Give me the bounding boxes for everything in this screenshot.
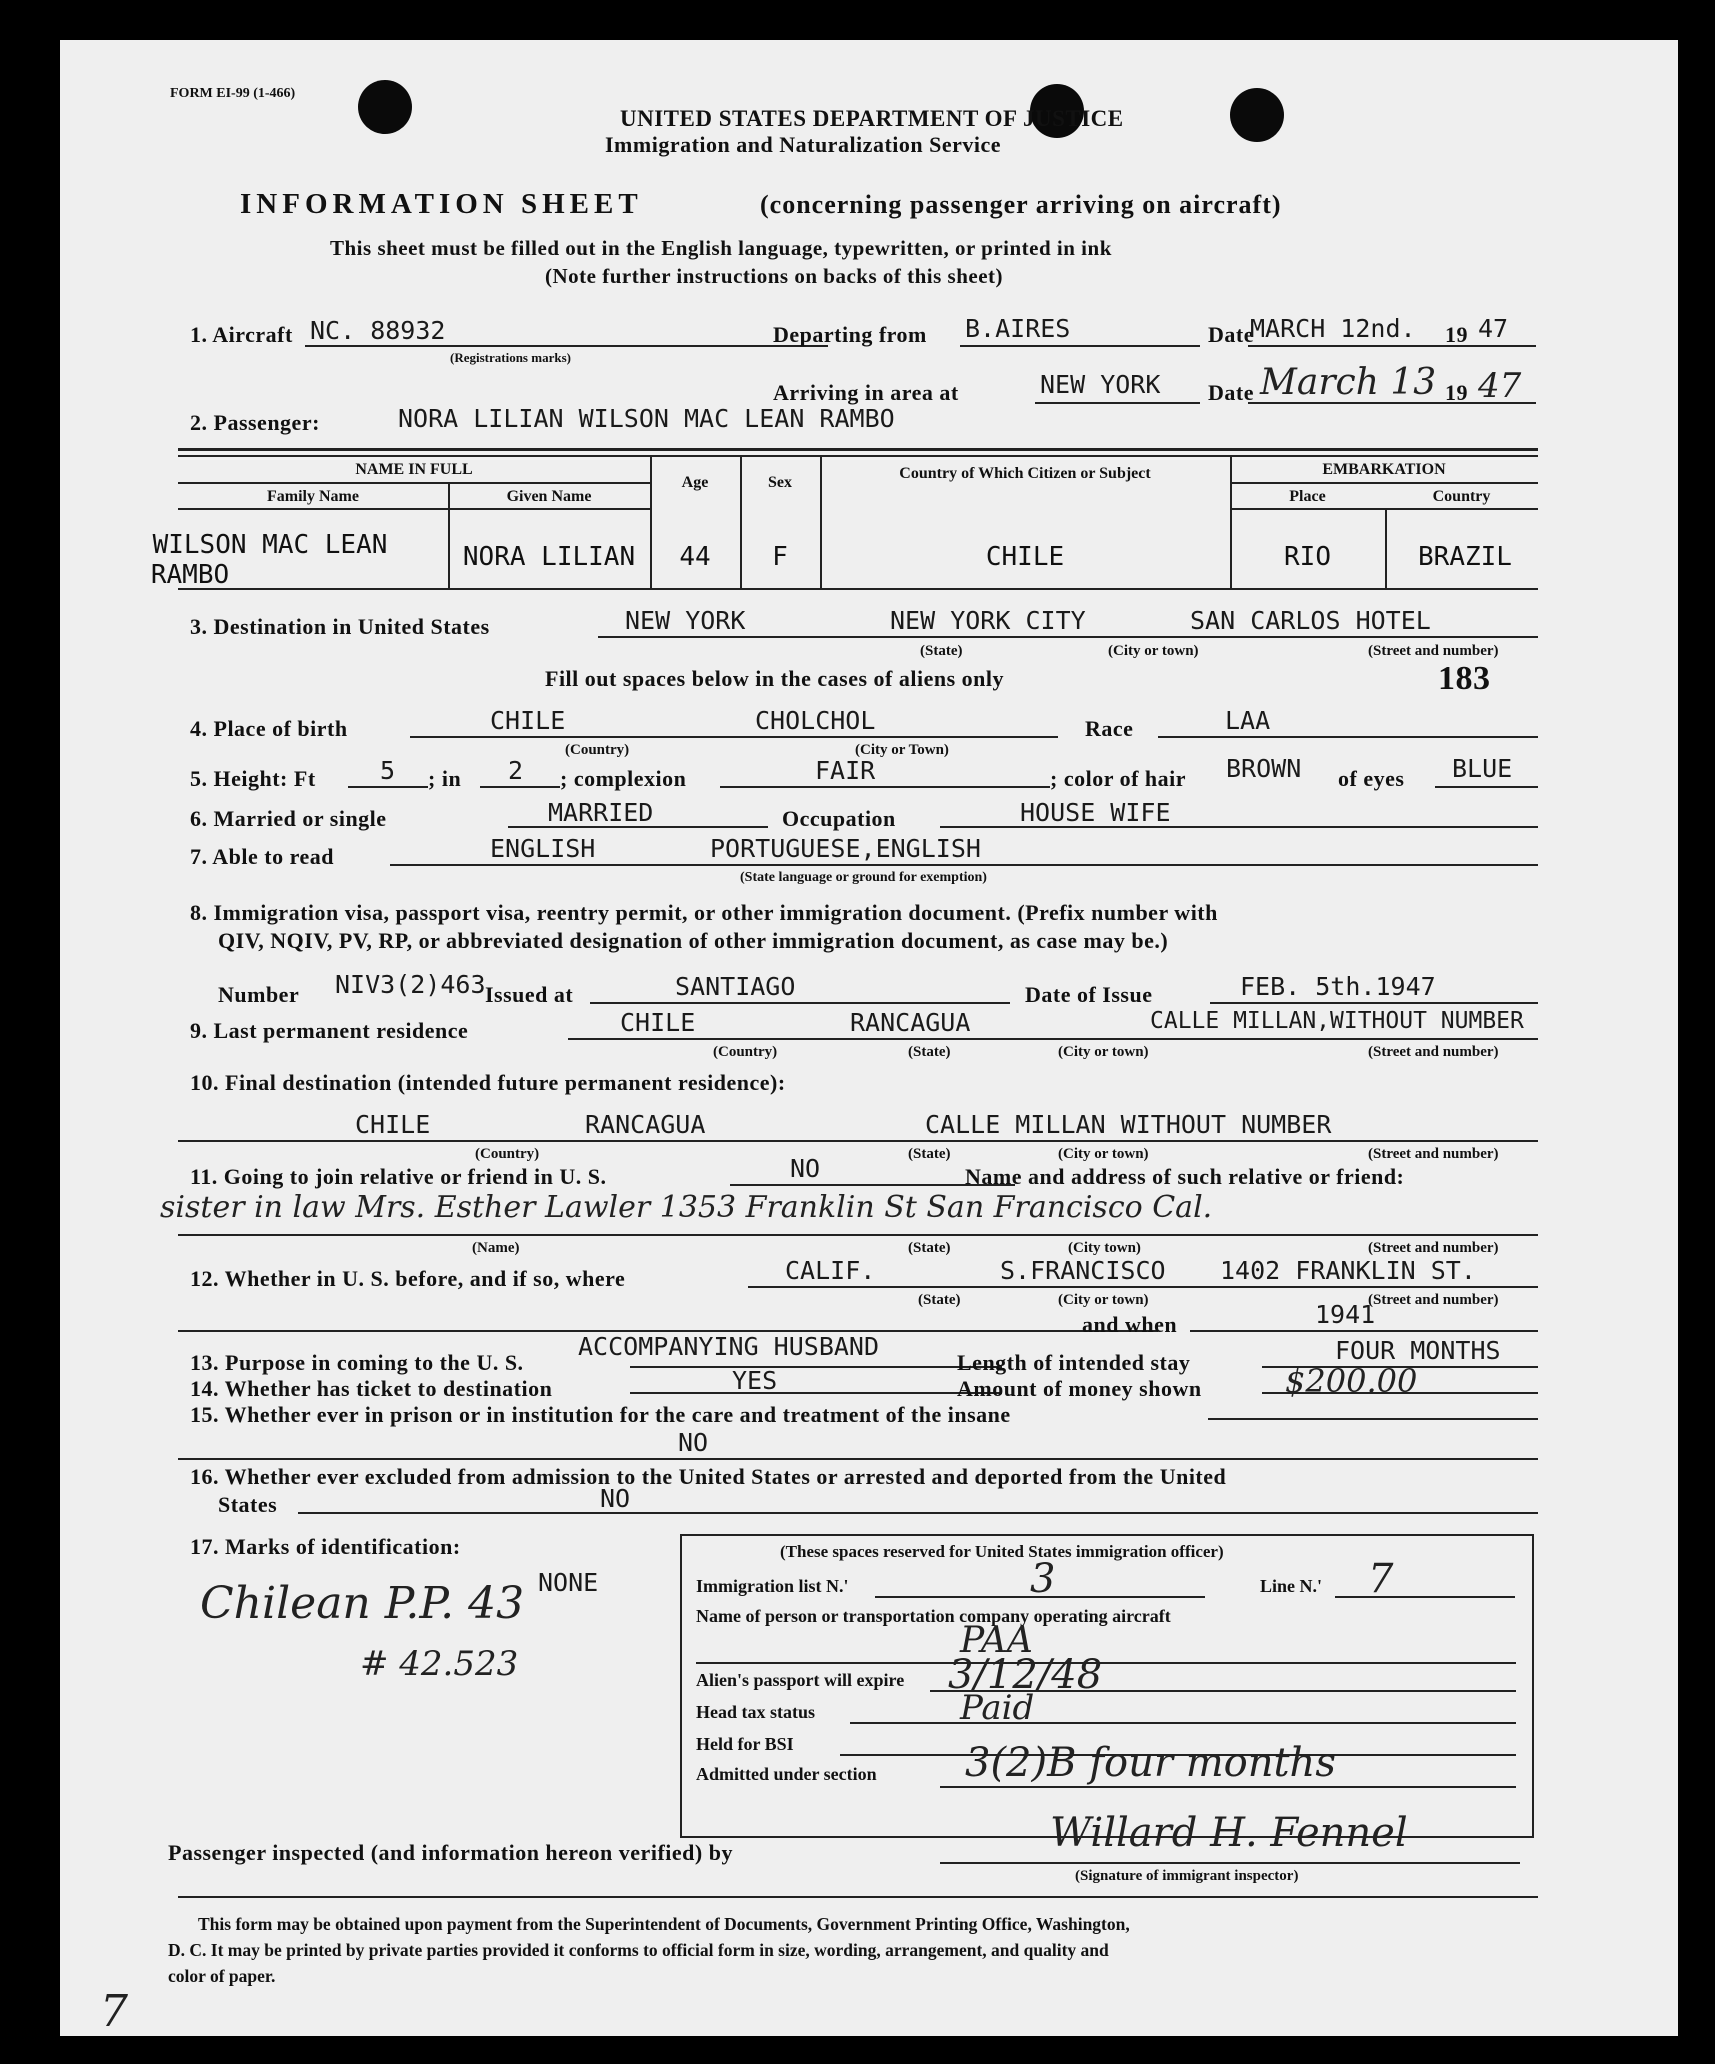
before-when: 1941 — [1315, 1300, 1376, 1329]
height-ft: 5 — [380, 756, 396, 785]
label-head-tax: Head tax status — [696, 1702, 816, 1722]
th-country-citizen: Country of Which Citizen or Subject — [899, 465, 1151, 482]
visa-instructions-line1: 8. Immigration visa, passport visa, reentry permit, or other immigration document. (Prefix number with — [190, 900, 1218, 925]
year-arrival-value: 47 — [1478, 366, 1522, 406]
th-country: Country — [1432, 488, 1491, 505]
label-excluded-line2: States — [218, 1492, 278, 1517]
marks-handwritten-1: Chilean P.P. 43 — [200, 1578, 525, 1629]
marks-value: NONE — [538, 1568, 599, 1597]
height-in: 2 — [508, 756, 524, 785]
head-tax-value: Paid — [960, 1688, 1035, 1728]
caption-state: (State) — [908, 1240, 951, 1256]
label-inspected: Passenger inspected (and information hereon verified) by — [168, 1840, 733, 1865]
label-held-bsi: Held for BSI — [696, 1734, 794, 1754]
year-prefix: 19 — [1445, 380, 1468, 405]
before-city: S.FRANCISCO — [1000, 1256, 1166, 1285]
caption-signature: (Signature of immigrant inspector) — [1075, 1868, 1299, 1884]
birth-city: CHOLCHOL — [755, 706, 876, 735]
caption-street: (Street and number) — [1368, 1044, 1499, 1060]
label-admitted: Admitted under section — [696, 1764, 877, 1784]
label-date-departure: Date — [1208, 322, 1254, 347]
inspector-signature: Willard H. Fennel — [1050, 1810, 1408, 1856]
read-lang1: ENGLISH — [490, 834, 596, 863]
label-final-destination: 10. Final destination (intended future permanent residence): — [190, 1070, 786, 1095]
stamp-number: 183 — [1438, 660, 1491, 697]
label-departing: Departing from — [773, 322, 927, 347]
passenger-name: NORA LILIAN WILSON MAC LEAN RAMBO — [398, 404, 895, 433]
caption-name: (Name) — [472, 1240, 520, 1256]
label-join: 11. Going to join relative or friend in U. S. — [190, 1164, 607, 1189]
final-dest-street: CALLE MILLAN WITHOUT NUMBER — [925, 1110, 1332, 1139]
form-sheet — [60, 40, 1678, 2036]
final-dest-country: CHILE — [355, 1110, 431, 1139]
th-place: Place — [1289, 488, 1326, 505]
relative-handwritten: sister in law Mrs. Esther Lawler 1353 Franklin St San Francisco Cal. — [160, 1190, 1213, 1225]
page-subtitle: (concerning passenger arriving on aircraft) — [760, 190, 1282, 219]
departing-value: B.AIRES — [965, 314, 1071, 343]
footer-line3: color of paper. — [168, 1966, 276, 1986]
caption-street: (Street and number) — [1368, 1292, 1499, 1308]
caption-city: (City or town) — [1108, 643, 1199, 659]
label-eyes: of eyes — [1338, 766, 1405, 791]
visa-number: NIV3(2)463 — [335, 970, 486, 999]
immigration-list-value: 3 — [1030, 1556, 1056, 1602]
caption-city: (City or town) — [1058, 1292, 1149, 1308]
caption-state: (State) — [908, 1044, 951, 1060]
dest-street: SAN CARLOS HOTEL — [1190, 606, 1431, 635]
label-immigration-list: Immigration list N.' — [696, 1576, 849, 1596]
caption-country: (Country) — [565, 742, 630, 758]
dest-state: NEW YORK — [625, 606, 746, 635]
eyes-value: BLUE — [1452, 754, 1513, 783]
sex-cell: F — [772, 542, 788, 572]
caption-city: (City or town) — [1058, 1044, 1149, 1060]
prison-value: NO — [678, 1428, 709, 1457]
excluded-value: NO — [600, 1484, 631, 1513]
label-company: Name of person or transportation company operating aircraft — [696, 1606, 1171, 1626]
caption-street: (Street and number) — [1368, 643, 1499, 659]
family-name-line1: WILSON MAC LEAN — [152, 530, 388, 560]
label-read: 7. Able to read — [190, 844, 334, 869]
margin-mark: 7 — [100, 1986, 128, 2037]
instructions-note: (Note further instructions on backs of this sheet) — [545, 264, 1004, 288]
citizen-cell: CHILE — [985, 542, 1065, 572]
label-date-of-issue: Date of Issue — [1025, 982, 1153, 1007]
label-last-residence: 9. Last permanent residence — [190, 1018, 469, 1043]
service-title: Immigration and Naturalization Service — [605, 132, 1002, 157]
page-title: INFORMATION SHEET — [240, 188, 643, 220]
married-value: MARRIED — [548, 798, 654, 827]
label-purpose: 13. Purpose in coming to the U. S. — [190, 1350, 524, 1375]
caption-state: (State) — [918, 1292, 961, 1308]
label-arriving: Arriving in area at — [773, 380, 959, 405]
instructions: This sheet must be filled out in the English language, typewritten, or printed in ink — [330, 236, 1112, 260]
th-embarkation: EMBARKATION — [1322, 461, 1446, 478]
th-sex: Sex — [768, 474, 792, 491]
last-residence-country: CHILE — [620, 1008, 696, 1037]
caption-state: (State) — [908, 1146, 951, 1162]
read-lang2: PORTUGUESE,ENGLISH — [710, 834, 981, 863]
label-aircraft: 1. Aircraft — [190, 322, 293, 347]
before-state: CALIF. — [785, 1256, 876, 1285]
form-number: FORM EI-99 (1-466) — [170, 86, 296, 101]
date-arrival-value: March 13 — [1260, 362, 1437, 403]
join-value: NO — [790, 1154, 821, 1183]
label-line: Line N.' — [1260, 1576, 1323, 1596]
hair-value: BROWN — [1226, 754, 1302, 783]
stay-value: FOUR MONTHS — [1335, 1336, 1501, 1365]
label-birth: 4. Place of birth — [190, 716, 348, 741]
label-hair: ; color of hair — [1050, 766, 1187, 791]
year-prefix: 19 — [1445, 322, 1468, 347]
final-dest-state: RANCAGUA — [585, 1110, 706, 1139]
department-title: UNITED STATES DEPARTMENT OF JUSTICE — [620, 106, 1124, 131]
occupation-value: HOUSE WIFE — [1020, 798, 1171, 827]
caption-language: (State language or ground for exemption) — [740, 870, 987, 885]
last-residence-street: CALLE MILLAN,WITHOUT NUMBER — [1150, 1008, 1524, 1034]
label-in: ; in — [428, 766, 462, 791]
footer-line2: D. C. It may be printed by private parties provided it conforms to official form in size, wording, arrangement, and quality and — [168, 1940, 1109, 1960]
officer-box-title: (These spaces reserved for United States immigration officer) — [780, 1542, 1224, 1561]
line-value: 7 — [1368, 1556, 1394, 1602]
th-family-name: Family Name — [267, 488, 359, 505]
th-age: Age — [681, 474, 709, 491]
label-before: 12. Whether in U. S. before, and if so, where — [190, 1266, 626, 1291]
th-given-name: Given Name — [506, 488, 592, 505]
race-value: LAA — [1225, 706, 1271, 735]
label-marks: 17. Marks of identification: — [190, 1534, 461, 1559]
before-street: 1402 FRANKLIN ST. — [1220, 1256, 1476, 1285]
dest-city: NEW YORK CITY — [890, 606, 1086, 635]
footer-line1: This form may be obtained upon payment from the Superintendent of Documents, Government Printing Office, Washington, — [198, 1914, 1130, 1934]
label-ticket: 14. Whether has ticket to destination — [190, 1376, 553, 1401]
caption-city: (City or town) — [1058, 1146, 1149, 1162]
label-race: Race — [1085, 716, 1134, 741]
marks-handwritten-2: # 42.523 — [360, 1644, 519, 1684]
year-departure-value: 47 — [1478, 314, 1509, 343]
birth-country: CHILE — [490, 706, 566, 735]
date-departure-value: MARCH 12nd. — [1250, 314, 1416, 343]
label-passenger: 2. Passenger: — [190, 410, 320, 435]
caption-street: (Street and number) — [1368, 1146, 1499, 1162]
th-name-in-full: NAME IN FULL — [355, 461, 473, 478]
caption-country: (Country) — [713, 1044, 778, 1060]
label-date-arrival: Date — [1208, 380, 1254, 405]
label-occupation: Occupation — [782, 806, 896, 831]
label-complexion: ; complexion — [560, 766, 687, 791]
given-name-cell: NORA LILIAN — [462, 542, 636, 572]
complexion-value: FAIR — [815, 756, 876, 785]
issued-at-value: SANTIAGO — [675, 972, 796, 1001]
admitted-value: 3(2)B four months — [965, 1740, 1336, 1786]
label-prison: 15. Whether ever in prison or in institution for the care and treatment of the insane — [190, 1402, 1011, 1427]
caption-country: (Country) — [475, 1146, 540, 1162]
label-number: Number — [218, 982, 300, 1007]
age-cell: 44 — [679, 542, 711, 572]
label-relative-address: Name and address of such relative or friend: — [965, 1164, 1405, 1189]
caption-city: (City town) — [1068, 1240, 1141, 1256]
last-residence-state: RANCAGUA — [850, 1008, 971, 1037]
label-when: and when — [1082, 1312, 1178, 1337]
company-value: PAA — [960, 1620, 1033, 1661]
country-cell: BRAZIL — [1418, 542, 1512, 572]
label-issued-at: Issued at — [485, 982, 574, 1007]
label-height: 5. Height: Ft — [190, 766, 316, 791]
label-stay: Length of intended stay — [957, 1350, 1191, 1375]
caption-registration: (Registrations marks) — [450, 350, 571, 365]
caption-street: (Street and number) — [1368, 1240, 1499, 1256]
punch-hole — [1230, 88, 1284, 142]
caption-city-town: (City or Town) — [855, 742, 949, 758]
family-name-line2: RAMBO — [150, 560, 230, 590]
label-excluded-line1: 16. Whether ever excluded from admission to the United States or arrested and deported from the United — [190, 1464, 1227, 1489]
place-cell: RIO — [1284, 542, 1331, 572]
punch-hole — [358, 80, 412, 134]
aliens-note: Fill out spaces below in the cases of aliens only — [545, 666, 1005, 691]
label-married: 6. Married or single — [190, 806, 387, 831]
money-value: $200.00 — [1285, 1362, 1418, 1400]
visa-instructions-line2: QIV, NQIV, PV, RP, or abbreviated designation of other immigration document, as case may be.) — [218, 928, 1169, 953]
passport-expire-value: 3/12/48 — [948, 1652, 1103, 1698]
aircraft-value: NC. 88932 — [310, 316, 446, 345]
arriving-value: NEW YORK — [1040, 370, 1161, 399]
label-passport-expire: Alien's passport will expire — [696, 1670, 905, 1690]
ticket-value: YES — [732, 1366, 778, 1395]
label-destination: 3. Destination in United States — [190, 614, 490, 639]
date-of-issue-value: FEB. 5th.1947 — [1240, 972, 1436, 1001]
label-money: Amount of money shown — [957, 1376, 1202, 1401]
purpose-value: ACCOMPANYING HUSBAND — [578, 1332, 880, 1361]
caption-state: (State) — [920, 643, 963, 659]
